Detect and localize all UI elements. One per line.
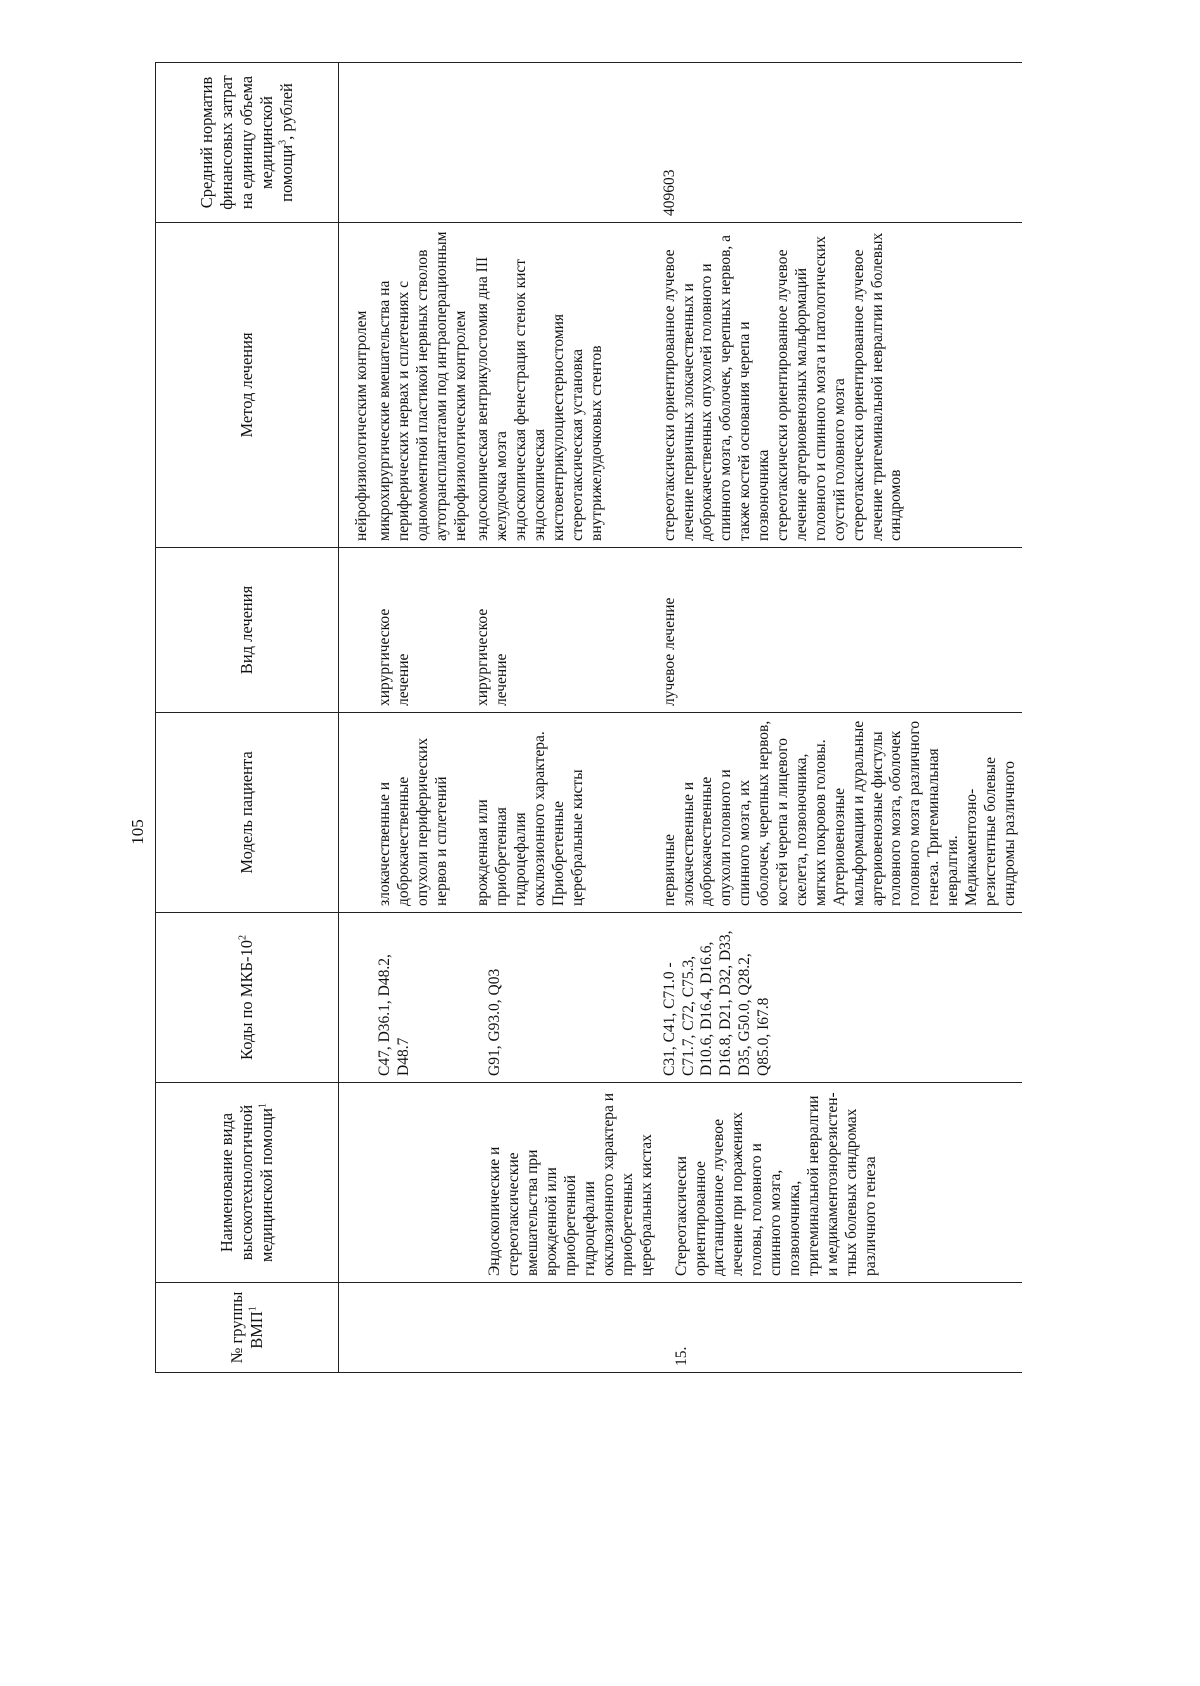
header-treatment-method: Метод лечения (156, 223, 339, 548)
method-item: стереотаксически ориентированное лучевое лечение тригеминальной невралгии и болевых синдромов (849, 232, 905, 541)
cell-treatment-kind: лучевое лечение (659, 548, 1022, 713)
cell-cost-norm (374, 63, 473, 223)
cell-icd-codes: G91, G93.0, Q03 (472, 913, 658, 1083)
cell-icd-codes: C31, C41, C71.0 - C71.7, C72, C75.3, D10.6, D16.4, D16.6, D16.8, D21, D32, D33, D35, G50.0, Q28.2, Q85.0, I67.8 (659, 913, 1022, 1083)
method-item: эндоскопическая вентрикулостомия дна III желудочка мозга (474, 256, 511, 541)
cell-patient-model: врожденная или приобретенная гидроцефалия окклюзионного характера. Приобретенные церебральные кисты (472, 713, 658, 913)
table-row (339, 63, 374, 1373)
cell-group-number (472, 1283, 658, 1373)
header-icd-codes: Коды по МКБ-$10^2$ (156, 913, 339, 1083)
cell-patient-model (339, 713, 374, 913)
cell-treatment-kind: хирургическое лечение (472, 548, 658, 713)
cell-cost-norm (472, 63, 658, 223)
header-group-number: № группы ВМП$^1$ (156, 1283, 339, 1373)
method-item: стереотаксическая установка внутрижелудочковых стентов (568, 345, 605, 541)
table-row (472, 63, 658, 1373)
cell-group-number (374, 1283, 473, 1373)
cell-treatment-method (374, 223, 473, 548)
header-cost-norm: Средний норматив финансовых затрат на единицу объема медицинской помощи$^3$, рублей (156, 63, 339, 223)
cell-vmp-name (339, 1083, 374, 1283)
table-row (659, 63, 1022, 1373)
cell-icd-codes: C47, D36.1, D48.2, D48.7 (374, 913, 473, 1083)
cell-treatment-kind: хирургическое лечение (374, 548, 473, 713)
method-item: эндоскопическая кистовентрикулоциестерностомия (531, 313, 568, 541)
method-item: микрохирургические вмешательства на периферических нервах и сплетениях с одномоментной пластикой нервных стволов аутотрансплантатами под интраоперационным нейрофизиологическим контролем (375, 231, 469, 541)
header-patient-model: Модель пациента (156, 713, 339, 913)
cell-treatment-kind (339, 548, 374, 713)
page-number: 105 (128, 819, 147, 845)
method-item: стереотаксически ориентированное лучевое лечение первичных злокачественных и доброкачественных опухолей головного и спинного мозга, оболочек, черепных нервов, а также костей основания черепа и позвоночника (660, 234, 773, 541)
header-treatment-kind: Вид лечения (156, 548, 339, 713)
cell-vmp-name: Эндоскопические и стереотаксические вмешательства при врожденной или приобретенной гидроцефалии окклюзионного характера и приобретенных церебральных кистах (472, 1083, 658, 1283)
method-item: нейрофизиологическим контролем (353, 310, 370, 541)
cell-cost-norm: 409603 (659, 63, 1022, 223)
cell-patient-model: первичные злокачественные и доброкачественные опухоли головного и спинного мозга, их оболочек, черепных нервов, костей черепа и лицевого скелета, позвоночника, мягких покровов головы. Артериовенозные мальформации и дуральные артериовенозные фистулы головного мозга, оболочек головного мозга различного генеза. Тригеминальная невралгия. Медикаментознорезистентные болевые синдромы различного (659, 713, 1022, 913)
method-item: эндоскопическая фенестрация стенок кист (512, 258, 530, 541)
cell-cost-norm (339, 63, 374, 223)
method-item: стереотаксически ориентированное лучевое лечение артериовенозных мальформаций головного и спинного мозга и патологических соустий головного мозга (774, 235, 848, 541)
cell-group-number (339, 1283, 374, 1373)
cell-treatment-method (339, 223, 374, 548)
cell-group-number: 15. (659, 1283, 1022, 1373)
rotated-table-container (155, 63, 1063, 1373)
cell-vmp-name (374, 1083, 473, 1283)
cell-treatment-method (472, 223, 658, 548)
table-row (374, 63, 473, 1373)
header-vmp-name: Наименование вида высокотехнологичной медицинской помощи$^1$ (156, 1083, 339, 1283)
cell-patient-model: злокачественные и доброкачественные опухоли периферических нервов и сплетений (374, 713, 473, 913)
cell-vmp-name: Стереотаксически ориентированное дистанционное лучевое лечение при поражениях головы, головного и спинного мозга, позвоночника, тригеминальной невралгии и медикаментознорезистен-тных болевых синдромах различного генеза (659, 1083, 1022, 1283)
vmp-table (155, 62, 1022, 1373)
cell-treatment-method (659, 223, 1022, 548)
cell-icd-codes (339, 913, 374, 1083)
table-header-row (156, 63, 339, 1373)
